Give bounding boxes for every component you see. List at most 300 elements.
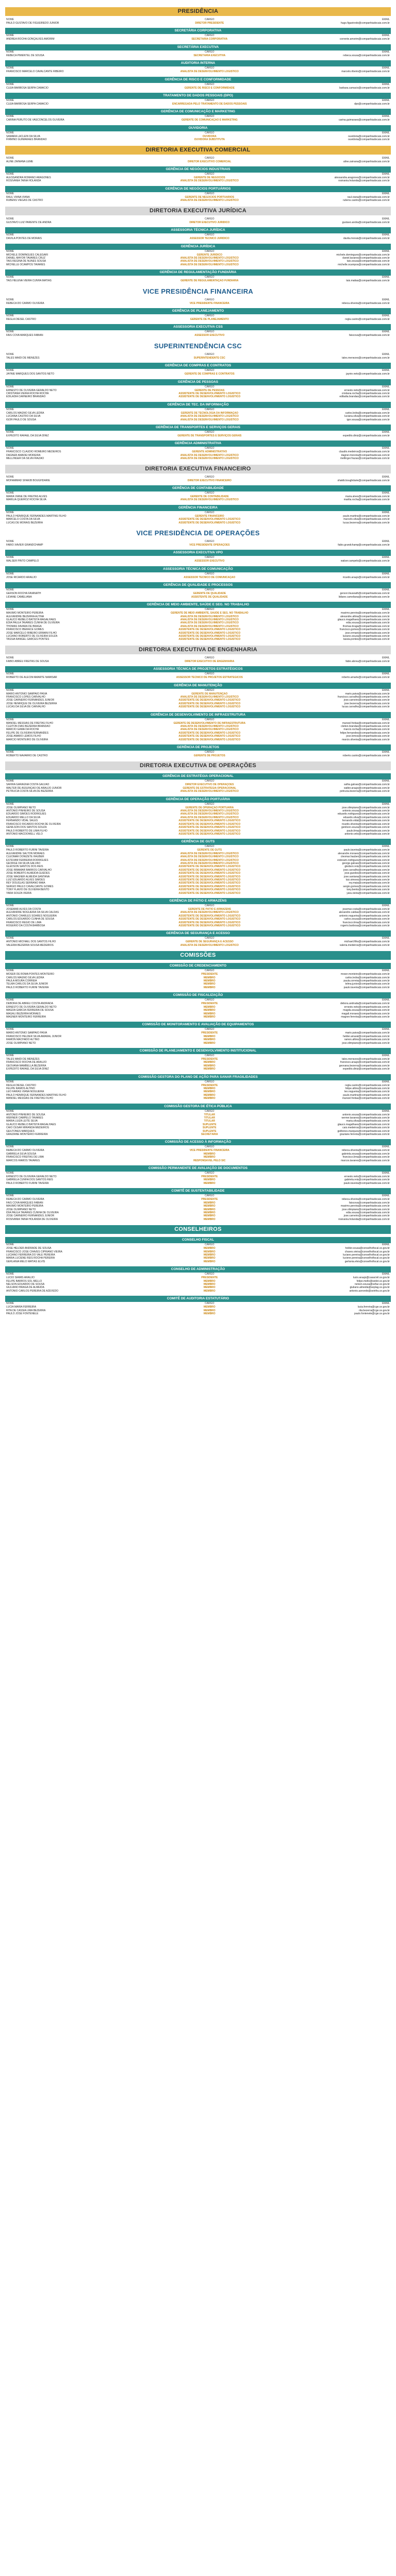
staff-role: GERENTE DE NEGÓCIOS <box>193 176 225 180</box>
staff-email[interactable]: mellinger.frazao@companhiadocais.com.br <box>340 457 390 461</box>
department-section <box>5 1188 391 1221</box>
staff-role: MEMBRO <box>203 1005 216 1009</box>
staff-email[interactable]: expedito.diniz@companhiadocais.com.br <box>342 1067 390 1071</box>
staff-email[interactable]: sergio.gomes@companhiadocais.com.br <box>343 885 390 888</box>
staff-email[interactable]: hugo.figueiredo@companhiadocais.com.br <box>340 22 390 25</box>
staff-email[interactable]: paula.correia@companhiadocais.com.br <box>343 979 390 983</box>
staff-email[interactable]: antonio.sousa@companhiadocais.com.br <box>342 1113 390 1116</box>
staff-email[interactable]: rebeca.sousa@companhiadocais.com.br <box>343 54 390 57</box>
staff-email[interactable]: jose.bezerra@companhiadocais.com.br <box>344 702 390 705</box>
staff-email[interactable]: rubens.castro@companhiadocais.com.br <box>343 199 390 202</box>
staff-email[interactable]: marcio.rocha@companhiadocais.com.br <box>343 728 390 732</box>
department-title: GERÊNCIA DE QUALIDADE E PROCESSOS <box>5 582 391 588</box>
staff-email[interactable]: gabriela.reis@companhiadocais.com.br <box>344 1178 390 1182</box>
staff-email[interactable]: petrucia.bezerra@companhiadocais.com.br <box>340 790 390 793</box>
staff-name: JAYNIE MARQUES DOS SANTOS NETO <box>6 372 55 376</box>
staff-email[interactable]: geiltones.marques@companhiadocais.com.br <box>337 1129 390 1133</box>
staff-email[interactable]: rebeca.oliveira@companhiadocais.com.br <box>341 301 390 305</box>
column-header-row <box>5 588 391 592</box>
staff-role: ANALISTA DE DESENVOLVIMENTO LOGÍSTICO <box>180 624 239 628</box>
staff-name: CARLOS EDUARDO CUNHA DE SOUSA <box>6 918 55 921</box>
staff-email[interactable]: valeria.medeiros@companhiadocais.com.br <box>339 943 390 947</box>
staff-name: GERLÂNIA MELO MATIAS ELVIS <box>6 1260 45 1263</box>
staff-email[interactable]: dagner.moreira@companhiadocais.com.br <box>341 453 390 457</box>
staff-email[interactable]: safira.galvao@companhiadocais.com.br <box>343 783 390 787</box>
staff-email[interactable]: michael.filho@companhiadocais.com.br <box>344 940 390 944</box>
staff-email[interactable]: michelle.ocampos@companhiadocais.com.br <box>338 263 390 266</box>
staff-email[interactable]: tais.matias@companhiadocais.com.br <box>346 279 390 283</box>
staff-name: TONY FLAVIO DE OLIVEIRA BENTO <box>6 888 50 892</box>
staff-email[interactable]: walser.campelo@companhiadocais.com.br <box>340 560 390 563</box>
staff-email[interactable]: marilia.rocha@companhiadocais.com.br <box>343 498 390 502</box>
staff-role: GERENTE DE COMUNICAÇÃO E MARKETING <box>181 118 238 122</box>
staff-email[interactable]: debora.andrada@companhiadocais.com.br <box>340 1002 390 1006</box>
staff-email[interactable]: eduardo.silva@companhiadocais.com.br <box>343 816 390 819</box>
department-title: GERÊNCIA DE ESTRATÉGIA OPERACIONAL <box>5 773 391 779</box>
staff-email[interactable]: lucas.carvalho@companhiadocais.com.br <box>342 705 390 709</box>
department-title: TRATAMENTO DE DADOS PESSOAIS (DPO) <box>5 93 391 99</box>
staff-email[interactable]: gerson.favanath@companhiadocais.com.br <box>340 592 390 596</box>
staff-email[interactable]: caio.medeiros@companhiadocais.com.br <box>342 1126 390 1130</box>
staff-email[interactable]: geovana.bezerra@companhiadocais.com.br <box>339 1064 390 1067</box>
staff-email[interactable]: lidiane.cameliana@companhiadocais.com.br <box>338 595 390 599</box>
staff-email[interactable]: francisco.araujo@companhiadocais.com.br <box>340 1061 390 1064</box>
staff-email[interactable]: antonio.nogueira@companhiadocais.com.br <box>339 914 390 918</box>
staff-name: MARCOS RAMOS TAVARES <box>6 1159 40 1162</box>
staff-email[interactable]: maximo.pereira@companhiadocais.com.br <box>340 1205 390 1208</box>
header-cargo: CARGO <box>205 608 214 612</box>
staff-email[interactable]: helder.sousa@conselhofiscal.ce.gov.br <box>345 1247 390 1250</box>
column-header-row <box>5 385 391 389</box>
staff-email[interactable]: antonio.velo@companhiadocais.com.br <box>344 832 390 836</box>
staff-name: ANTONIO CHARLES SOARES NOGUEIRA <box>6 914 57 918</box>
staff-email[interactable]: nelson.sousa@sefaz.ce.gov.br <box>354 1282 390 1286</box>
header-email: EMAIL <box>382 540 390 544</box>
staff-role: OUVIDORA SUBSTITUTA <box>194 138 225 142</box>
staff-role: MEMBRO <box>203 1064 216 1067</box>
staff-name: ANTONIO PINHEIRO DE SOUSA <box>6 1113 45 1116</box>
staff-email[interactable]: rey.maia@companhiadocais.com.br <box>349 882 390 885</box>
staff-email[interactable]: jose.olimpiano@companhiadocais.com.br <box>342 806 390 809</box>
staff-email[interactable]: ricardo.oliveira@companhiadocais.com.br <box>341 822 390 826</box>
header-email: EMAIL <box>382 1028 390 1031</box>
staff-email[interactable]: alexandre.altina@companhiadocais.com.br <box>340 615 390 618</box>
staff-email[interactable]: antonio.azevedo@seinfra.ce.gov.br <box>349 1289 390 1293</box>
staff-email[interactable]: regla.castro@companhiadocais.com.br <box>345 317 390 321</box>
staff-email[interactable]: genilson.souza@companhiadocais.com.br <box>341 826 390 829</box>
staff-name: FRANCISCO JOSÉ CHAVES CIPRIANO VIEIRA <box>6 1250 62 1253</box>
column-header-row <box>5 845 391 849</box>
staff-email[interactable]: luciene.pereira@conselhofiscal.ce.gov.br <box>343 1257 390 1260</box>
department-section <box>5 125 391 142</box>
staff-email[interactable]: francisco.lima@companhiadocais.com.br <box>342 921 390 924</box>
staff-email[interactable]: regla.castro@companhiadocais.com.br <box>345 1083 390 1087</box>
staff-email[interactable]: roberto.amarte@companhiadocais.com.br <box>341 676 390 680</box>
staff-email[interactable]: marcelo.ribeiro@companhiadocais.com.br <box>341 70 390 74</box>
staff-role: ANALISTA DE DESENVOLVIMENTO LOGÍSTICO <box>180 621 239 625</box>
staff-row <box>5 457 391 460</box>
staff-role: DIRETOR EXECUTIVO FINANCEIRO <box>187 479 232 482</box>
staff-email[interactable]: claudio.medeiros@companhiadocais.com.br <box>339 450 390 454</box>
staff-role: MEMBRO <box>203 1012 216 1015</box>
staff-role: ANALISTA DE DESENVOLVIMENTO LOGÍSTICO <box>180 615 239 618</box>
staff-email[interactable]: gustavo.andra@companhiadocais.com.br <box>342 221 390 224</box>
staff-email[interactable]: rita.bezerra@cge.ce.gov.br <box>358 1309 390 1312</box>
staff-email[interactable]: cleiton.brandao@companhiadocais.com.br <box>341 725 390 728</box>
staff-email[interactable]: jose.lemos@companhiadocais.com.br <box>346 735 390 738</box>
department-title: COMISSÃO PERMANENTE DE AVALIAÇÃO DE DOCUMENTOS <box>5 1165 391 1172</box>
staff-email[interactable]: carina.guimaraes@companhiadocais.com.br <box>338 118 390 122</box>
department-section <box>5 227 391 240</box>
header-email: EMAIL <box>382 475 390 479</box>
staff-email[interactable]: carlos.ledra@companhiadocais.com.br <box>345 976 390 979</box>
staff-email[interactable]: thomas.braga@companhiadocais.com.br <box>342 624 390 628</box>
staff-email[interactable]: corrente.amorim@companhiadocais.com.br <box>339 38 390 41</box>
staff-role: GERENTE DE PÁTIO E ARMAZÉNS <box>188 908 232 911</box>
staff-email[interactable]: francisco.carvalho@companhiadocais.com.br <box>338 695 390 699</box>
staff-email[interactable]: faiscova@companhiadocais.com.br <box>349 334 390 337</box>
department-section <box>5 1266 391 1293</box>
staff-name: MAGNER MONTEIRO FERREIRA <box>6 1015 46 1019</box>
staff-role: MEMBRO <box>203 1309 216 1312</box>
header-cargo: CARGO <box>205 34 214 38</box>
staff-row <box>5 1042 391 1045</box>
staff-role: ASSISTENTE DE DESENVOLVIMENTO LOGÍSTICO <box>178 634 241 638</box>
staff-name: PAULO JOSÉ FONTENELE <box>6 1312 39 1315</box>
staff-email[interactable]: edia.sousa@companhiadocais.com.br <box>346 1211 390 1214</box>
staff-email[interactable]: jose.carneiro@companhiadocais.com.br <box>343 699 390 702</box>
department-section <box>5 796 391 836</box>
staff-email[interactable]: gerlania.elvis@conselhofiscal.ce.gov.br <box>344 1260 390 1263</box>
staff-email[interactable]: rosivania.holanda@companhiadocais.com.br <box>338 179 390 183</box>
department-section <box>5 186 391 202</box>
staff-email[interactable]: jose.ermani@companhiadocais.com.br <box>345 631 390 635</box>
staff-email[interactable]: francisco.lima@companhiadocais.com.br <box>342 1156 390 1159</box>
staff-email[interactable]: maria.silva@companhiadocais.com.br <box>346 1120 390 1123</box>
staff-email[interactable]: davila.morais@companhiadocais.com.br <box>343 237 390 241</box>
staff-email[interactable]: dpo@companhiadocais.com.br <box>354 103 390 106</box>
staff-email[interactable]: magner.ferreira@companhiadocais.com.br <box>341 1015 390 1019</box>
header-email: EMAIL <box>382 572 390 575</box>
staff-email[interactable]: jose.guedes@companhiadocais.com.br <box>344 872 390 875</box>
staff-role: ASSISTENTE DE QUALIDADE <box>191 595 228 599</box>
header-nome: NOME <box>6 50 14 54</box>
staff-email[interactable]: carlos.ledra@companhiadocais.com.br <box>345 411 390 415</box>
staff-email[interactable]: telma.junior@companhiadocais.com.br <box>345 982 390 986</box>
staff-role: ANALISTA DE DESENVOLVIMENTO LOGÍSTICO <box>180 498 239 502</box>
staff-email[interactable]: glauco.magalhaes@companhiadocais.com.br <box>337 618 390 621</box>
column-header-row <box>5 572 391 576</box>
staff-email[interactable]: paulo.fontenele@cge.ce.gov.br <box>354 1312 390 1315</box>
staff-row <box>5 1015 391 1019</box>
staff-email[interactable]: moser.monteiro@companhiadocais.com.br <box>340 973 390 976</box>
staff-role: GERENTE FINANCEIRO <box>194 514 224 518</box>
staff-email[interactable]: helder.amaral@companhiadocais.com.br <box>343 1035 390 1038</box>
staff-name: JOSE CARNEIRO FERNANDES JÚNIOR <box>6 699 55 702</box>
staff-email[interactable]: gabriela.sousa@companhiadocais.com.br <box>341 1152 390 1156</box>
staff-role: ANALISTA DE DESENVOLVIMENTO LOGÍSTICO <box>180 809 239 813</box>
staff-email[interactable]: rosivania.holanda@companhiadocais.com.br <box>338 1217 390 1221</box>
header-cargo: CARGO <box>205 276 214 279</box>
staff-email[interactable]: jose.carvalho@companhiadocais.com.br <box>343 868 390 872</box>
department-section <box>5 1022 391 1045</box>
staff-email[interactable]: jose.carneiro@companhiadocais.com.br <box>343 1214 390 1218</box>
staff-email[interactable]: rebeca.oliveira@companhiadocais.com.br <box>341 1149 390 1153</box>
staff-role: ASSISTENTE DE DESENVOLVIMENTO LOGÍSTICO <box>178 865 241 869</box>
staff-role: MEMBRO <box>203 1093 216 1097</box>
header-cargo: CARGO <box>205 314 214 317</box>
staff-row <box>5 576 391 579</box>
staff-email[interactable]: rebeca.oliveira@companhiadocais.com.br <box>341 1198 390 1201</box>
staff-email[interactable]: aline.zainana@companhiadocais.com.br <box>343 160 390 163</box>
header-cargo: CARGO <box>205 1109 214 1113</box>
staff-email[interactable]: lucas.bezerra@companhiadocais.com.br <box>343 521 390 524</box>
staff-email[interactable]: ediladia.brandao@companhiadocais.com.br <box>339 395 390 399</box>
staff-name: GUSTAVO LUIZ PARENTE DE ANDRA <box>6 221 52 224</box>
staff-email[interactable]: ernesto.neto@companhiadocais.com.br <box>344 1175 390 1179</box>
section-banner: DIRETORIA EXECUTIVA COMERCIAL <box>5 146 391 155</box>
header-email: EMAIL <box>382 131 390 134</box>
staff-row <box>5 596 391 599</box>
staff-email[interactable]: alessandra.aragones@companhiadocais.com.br <box>334 176 390 180</box>
staff-email[interactable]: edia.sousa@companhiadocais.com.br <box>346 621 390 625</box>
header-cargo: CARGO <box>205 688 214 692</box>
staff-name: RITA DE CASSIA LIMA BEZERRA <box>6 1309 46 1312</box>
staff-name: JOSÉ CARNEIRO FERNANDES JÚNIOR <box>6 1214 55 1218</box>
staff-email[interactable]: faiscova@companhiadocais.com.br <box>349 1201 390 1205</box>
staff-name: YARA SOUZA VIEIRA <box>6 891 32 895</box>
staff-email[interactable]: tais.sousa@companhiadocais.com.br <box>346 260 390 263</box>
staff-name: REBECA DO CARMO OLIVEIRA <box>6 1149 44 1153</box>
staff-name: PAULO ROBERTO FURINI TAVEIRA <box>6 1181 49 1185</box>
staff-email[interactable]: luciana.silva@companhiadocais.com.br <box>344 415 390 418</box>
staff-email[interactable]: luciano.pereira@conselhofiscal.ce.gov.br <box>343 1253 390 1257</box>
column-header-row <box>5 330 391 334</box>
header-email: EMAIL <box>382 751 390 754</box>
staff-email[interactable]: paulo.taveira@companhiadocais.com.br <box>343 986 390 989</box>
staff-email[interactable]: raul.viana@companhiadocais.com.br <box>347 195 390 199</box>
staff-email[interactable]: chaves.vieira@conselhofiscal.ce.gov.br <box>344 1250 390 1253</box>
staff-email[interactable]: luciano.souza@companhiadocais.com.br <box>342 634 390 638</box>
staff-email[interactable]: paulo.martins@companhiadocais.com.br <box>343 1093 390 1097</box>
staff-name: JOSÉ OLIMPIANO NETO <box>6 1041 36 1045</box>
column-header-row <box>5 298 391 302</box>
staff-email[interactable]: manoel.freitas@companhiadocais.com.br <box>342 1097 390 1100</box>
header-nome: NOME <box>6 330 14 334</box>
staff-email[interactable]: tassia.pontes@companhiadocais.com.br <box>343 638 390 641</box>
staff-email[interactable]: jose.santana@companhiadocais.com.br <box>343 875 390 878</box>
staff-row <box>5 199 391 202</box>
staff-name: FRANCISCO MARCELO CAVALCANTE RIBEIRO <box>6 70 64 74</box>
staff-email[interactable]: magali.moraes@companhiadocais.com.br <box>341 1012 390 1015</box>
header-nome: NOME <box>6 447 14 450</box>
staff-name: PAULO ROBERTO DE LIMA FILHO <box>6 829 47 833</box>
staff-email[interactable]: felipe.fernandes@companhiadocais.com.br <box>340 731 390 735</box>
department-section <box>5 550 391 563</box>
staff-email[interactable]: tony.bento@companhiadocais.com.br <box>346 888 390 892</box>
staff-email[interactable]: leo.nogueira@companhiadocais.com.br <box>344 1090 390 1094</box>
staff-role: ASSISTENTE DE DESENVOLVIMENTO LOGÍSTICO <box>178 738 241 741</box>
department-title: GERÊNCIA DE PÁTIO E ARMAZÉNS <box>5 898 391 904</box>
department-section <box>5 77 391 90</box>
header-email: EMAIL <box>382 1302 390 1306</box>
staff-email[interactable]: giuliano.almeida@seplag.ce.gov.br <box>350 1286 390 1290</box>
staff-row <box>5 70 391 73</box>
staff-email[interactable]: igor.sousa@companhiadocais.com.br <box>346 418 390 421</box>
staff-row <box>5 38 391 41</box>
staff-email[interactable]: glauco.magalhaes@companhiadocais.com.br <box>337 1123 390 1126</box>
staff-email[interactable]: eduardo.rodrigues@companhiadocais.com.br <box>337 812 390 816</box>
staff-name: MOSER DE ROMA PONTES MONTEIRO <box>6 973 55 976</box>
staff-email[interactable]: barbara.camacio@companhiadocais.com.br <box>339 86 390 90</box>
staff-role: GERENTE DE NEGÓCIOS PORTUÁRIOS <box>185 195 235 199</box>
staff-email[interactable]: fernando.vidal@companhiadocais.com.br <box>342 819 390 823</box>
staff-email[interactable]: alexandre.caldas@companhiadocais.com.br <box>339 911 390 914</box>
staff-email[interactable]: paulo.martins@companhiadocais.com.br <box>343 514 390 518</box>
staff-role: MEMBRO <box>203 1247 216 1250</box>
staff-role: ASSISTENTE DE DESENVOLVIMENTO LOGÍSTICO <box>178 868 241 872</box>
staff-email[interactable]: tales.menezes@companhiadocais.com.br <box>342 1057 390 1061</box>
staff-role: ANALISTA DE DESENVOLVIMENTO LOGÍSTICO <box>180 415 239 418</box>
staff-email[interactable]: fabio.abreu@companhiadocais.com.br <box>345 659 390 663</box>
staff-name: CLEIA BARBOSA SERPA CÂMACIO <box>6 86 48 90</box>
staff-email[interactable]: paulo.lima@companhiadocais.com.br <box>346 829 390 833</box>
staff-email[interactable]: fabio.grandchamp@companhiadocais.com.br <box>338 544 390 547</box>
staff-email[interactable]: marcelo.silva@companhiadocais.com.br <box>343 518 390 521</box>
header-email: EMAIL <box>382 718 390 721</box>
staff-email[interactable]: ramon.altino@companhiadocais.com.br <box>344 1038 390 1042</box>
department-title: GERÊNCIA DE REGULAMENTAÇÃO FUNDIÁRIA <box>5 269 391 276</box>
staff-name: JOSE MARCELO RIBEIRO ERMANI FILHO <box>6 631 57 635</box>
staff-email[interactable]: marcio.oliveira@companhiadocais.com.br <box>342 738 390 741</box>
staff-row <box>5 138 391 141</box>
header-email: EMAIL <box>382 588 390 592</box>
staff-email[interactable]: ernesto.neto@companhiadocais.com.br <box>344 388 390 392</box>
staff-row <box>5 357 391 360</box>
department-title: CONSELHO DE ADMINISTRAÇÃO <box>5 1266 391 1273</box>
staff-email[interactable]: expedito.diniz@companhiadocais.com.br <box>342 434 390 437</box>
staff-email[interactable]: josemar.costa@companhiadocais.com.br <box>342 908 390 911</box>
staff-email[interactable]: francisco.gomes@companhiadocais.com.br <box>339 628 390 632</box>
header-email: EMAIL <box>382 779 390 783</box>
header-email: EMAIL <box>382 50 390 54</box>
staff-name: JOSÉ HELDER ANDRADE DE SOUSA <box>6 1247 52 1250</box>
staff-email[interactable]: ouvidoria@companhiadocais.com.br <box>348 134 390 138</box>
staff-email[interactable]: walter.araujo@companhiadocais.com.br <box>343 786 390 790</box>
department-section <box>5 505 391 524</box>
header-nome: NOME <box>6 1145 14 1149</box>
staff-email[interactable]: alexandre.moraes@companhiadocais.com.br <box>338 852 390 855</box>
staff-email[interactable]: jose.olimpiano@companhiadocais.com.br <box>342 1208 390 1211</box>
staff-email[interactable]: marcos.tavares@companhiadocais.com.br <box>341 1159 390 1162</box>
department-section <box>5 425 391 437</box>
staff-email[interactable]: manoel.freitas@companhiadocais.com.br <box>342 721 390 725</box>
header-cargo: CARGO <box>205 115 214 118</box>
staff-role: ANALISTA DE DESENVOLVIMENTO LOGÍSTICO <box>180 199 239 202</box>
staff-row <box>5 1133 391 1136</box>
staff-email[interactable]: yara.vieira@companhiadocais.com.br <box>346 891 390 895</box>
staff-email[interactable]: maria.alves@companhiadocais.com.br <box>345 495 390 499</box>
staff-email[interactable]: graziane.ferreira@companhiadocais.com.br <box>339 1133 390 1137</box>
department-title: GERÊNCIA DE MEIO AMBIENTE, SAÚDE E SEG. NO TRABALHO <box>5 602 391 608</box>
staff-name: RAMON MACHADO ALTINO <box>6 1038 40 1042</box>
staff-email[interactable]: paulo.taveira@companhiadocais.com.br <box>343 849 390 852</box>
staff-row <box>5 221 391 224</box>
staff-row <box>5 986 391 989</box>
staff-email[interactable]: maximo.pereira@companhiadocais.com.br <box>340 612 390 615</box>
staff-email[interactable]: gledson.reis@companhiadocais.com.br <box>344 865 390 869</box>
staff-email[interactable]: carlos.sousa@companhiadocais.com.br <box>344 918 390 921</box>
staff-email[interactable]: jaynie.neto@companhiadocais.com.br <box>346 372 390 376</box>
staff-name: CARINA PERUTO DE VASCONCELOS OLIVEIRA <box>6 118 64 122</box>
staff-row <box>5 738 391 741</box>
staff-email[interactable]: cleomar.hauber@companhiadocais.com.br <box>340 855 390 859</box>
column-header-row <box>5 1054 391 1058</box>
department-title: GERÊNCIA DE COMPRAS E CONTRATOS <box>5 363 391 369</box>
staff-email[interactable]: magda.sousa@companhiadocais.com.br <box>343 1009 390 1012</box>
header-nome: NOME <box>6 66 14 70</box>
department-title: GERÊNCIA FINANCEIRA <box>5 505 391 511</box>
header-email: EMAIL <box>382 385 390 388</box>
department-section <box>5 540 391 547</box>
staff-row <box>5 924 391 927</box>
staff-email[interactable]: mario.paiva@companhiadocais.com.br <box>345 1031 390 1035</box>
staff-role: ASSISTENTE DE DESENVOLVIMENTO LOGÍSTICO <box>178 914 241 918</box>
column-header-row <box>5 1028 391 1031</box>
staff-email[interactable]: mario.paiva@companhiadocais.com.br <box>345 692 390 696</box>
staff-email[interactable]: tales.menezes@companhiadocais.com.br <box>342 356 390 360</box>
staff-email[interactable]: daniel.tavares@companhiadocais.com.br <box>342 256 390 260</box>
staff-email[interactable]: rogerio.barbosa@companhiadocais.com.br <box>340 924 390 928</box>
staff-email[interactable]: felipe.altino@companhiadocais.com.br <box>345 1087 390 1090</box>
staff-email[interactable]: lucio.araujo@casacivil.ce.gov.br <box>353 1276 390 1280</box>
staff-row <box>5 434 391 437</box>
column-header-row <box>5 353 391 357</box>
column-header-row <box>5 34 391 38</box>
staff-name: JOSEMAR ALVES DA COSTA <box>6 908 41 911</box>
header-nome: NOME <box>6 217 14 221</box>
staff-email[interactable]: jose.olimpiano@companhiadocais.com.br <box>342 1041 390 1045</box>
staff-email[interactable]: estevam.rodrigues@companhiadocais.com.br <box>337 858 390 862</box>
staff-email[interactable]: ouvidoria@companhiadocais.com.br <box>348 138 390 142</box>
staff-row <box>5 103 391 106</box>
staff-role: ASSISTENTE DE DESENVOLVIMENTO LOGÍSTICO <box>178 628 241 632</box>
staff-email[interactable]: roberto.castro@companhiadocais.com.br <box>342 754 390 758</box>
staff-email[interactable]: antonio.sousa@companhiadocais.com.br <box>342 809 390 813</box>
department-title: GERÊNCIA DE PROJETOS <box>5 744 391 751</box>
staff-email[interactable]: lucia.ferreira@cge.ce.gov.br <box>357 1306 390 1309</box>
staff-name: EXPEDITO RAFAEL DA SILVA DINIZ <box>6 434 49 437</box>
department-title: COMISSÃO DE ACESSO À INFORMAÇÃO <box>5 1139 391 1145</box>
staff-email[interactable]: felipe.mello@sedet.ce.gov.br <box>356 1279 390 1283</box>
staff-email[interactable]: ernesto.neto@companhiadocais.com.br <box>344 1005 390 1009</box>
staff-email[interactable]: michele.domingues@companhiadocais.com.br <box>336 253 390 257</box>
staff-email[interactable]: ricardo.araujo@companhiadocais.com.br <box>342 575 390 579</box>
staff-email[interactable]: werner.tavares@companhiadocais.com.br <box>341 1116 390 1120</box>
staff-email[interactable]: luiz.simoes@companhiadocais.com.br <box>345 878 390 882</box>
staff-role: ANALISTA DE DESENVOLVIMENTO LOGÍSTICO <box>180 70 239 74</box>
staff-email[interactable]: paulo.taveira@companhiadocais.com.br <box>343 1181 390 1185</box>
staff-name: CAIO CÉSAR MIRANDA MEDEIROS <box>6 1126 50 1130</box>
staff-email[interactable]: shakib.boughdarie@companhiadocais.com.br <box>337 479 390 482</box>
staff-role: MEMBRO <box>203 1041 216 1045</box>
staff-email[interactable]: cristiana.rocha@companhiadocais.com.br <box>341 392 390 395</box>
staff-email[interactable]: george.galvao@companhiadocais.com.br <box>342 861 390 865</box>
header-email: EMAIL <box>382 192 390 195</box>
staff-name: LUCIANA CASTRO DA SILVA <box>6 415 41 418</box>
header-nome: NOME <box>6 1109 14 1113</box>
header-email: EMAIL <box>382 330 390 334</box>
